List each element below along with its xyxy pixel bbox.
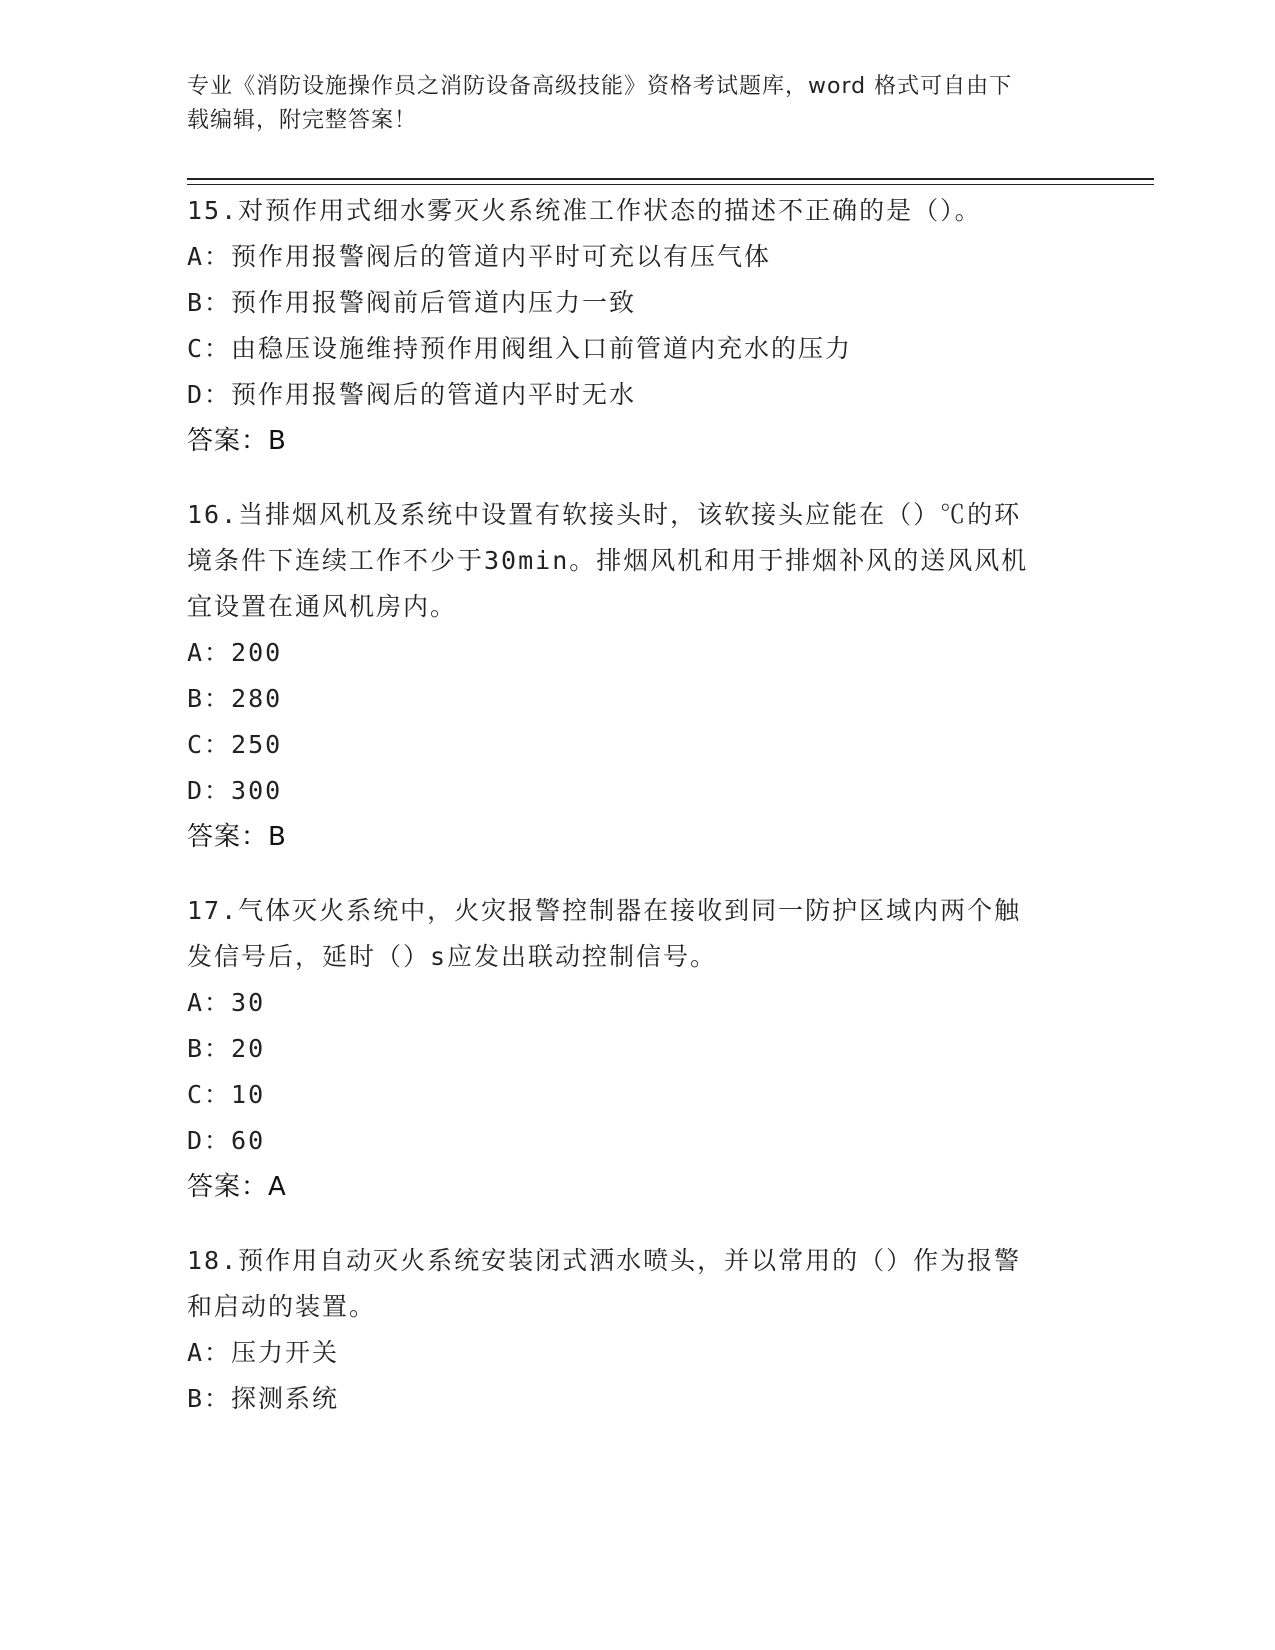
header-line-1: 专业《消防设施操作员之消防设备高级技能》资格考试题库，word 格式可自由下	[187, 74, 1013, 99]
question-stem-line-2: 发信号后，延时（）s应发出联动控制信号。	[187, 942, 718, 971]
option-d: D：300	[187, 776, 283, 805]
question-stem-line-2: 和启动的装置。	[187, 1292, 377, 1321]
option-c: C：250	[187, 730, 283, 759]
option-b: B：280	[187, 684, 283, 713]
option-b: B：预作用报警阀前后管道内压力一致	[187, 288, 637, 317]
question-17	[187, 888, 1087, 1210]
question-stem-line-1: 16.当排烟风机及系统中设置有软接头时，该软接头应能在（）℃的环	[187, 500, 1022, 529]
header-divider-thick	[187, 178, 1154, 180]
answer-line: 答案：B	[187, 822, 287, 852]
answer-line: 答案：B	[187, 426, 287, 456]
question-15	[187, 188, 1087, 464]
question-list	[187, 188, 1087, 1450]
option-c: C：10	[187, 1080, 266, 1109]
header-line-2: 载编辑，附完整答案！	[187, 108, 418, 133]
answer-line: 答案：A	[187, 1172, 287, 1202]
question-stem: 15.对预作用式细水雾灭火系统准工作状态的描述不正确的是（）。	[187, 196, 982, 225]
option-a: A：30	[187, 988, 266, 1017]
option-a: A：压力开关	[187, 1338, 340, 1367]
question-stem-line-3: 宜设置在通风机房内。	[187, 592, 458, 621]
option-a: A：预作用报警阀后的管道内平时可充以有压气体	[187, 242, 772, 271]
question-stem-line-1: 18.预作用自动灭火系统安装闭式洒水喷头，并以常用的（）作为报警	[187, 1246, 1022, 1275]
option-d: D：预作用报警阀后的管道内平时无水	[187, 380, 637, 409]
option-b: B：20	[187, 1034, 266, 1063]
question-16	[187, 492, 1087, 860]
option-b: B：探测系统	[187, 1384, 340, 1413]
option-a: A：200	[187, 638, 283, 667]
option-d: D：60	[187, 1126, 266, 1155]
option-c: C：由稳压设施维持预作用阀组入口前管道内充水的压力	[187, 334, 853, 363]
document-header	[187, 70, 1067, 138]
question-18	[187, 1238, 1087, 1422]
header-divider-thin	[187, 184, 1154, 185]
question-stem-line-2: 境条件下连续工作不少于30min。排烟风机和用于排烟补风的送风风机	[187, 546, 1029, 575]
question-stem-line-1: 17.气体灭火系统中，火灾报警控制器在接收到同一防护区域内两个触	[187, 896, 1022, 925]
